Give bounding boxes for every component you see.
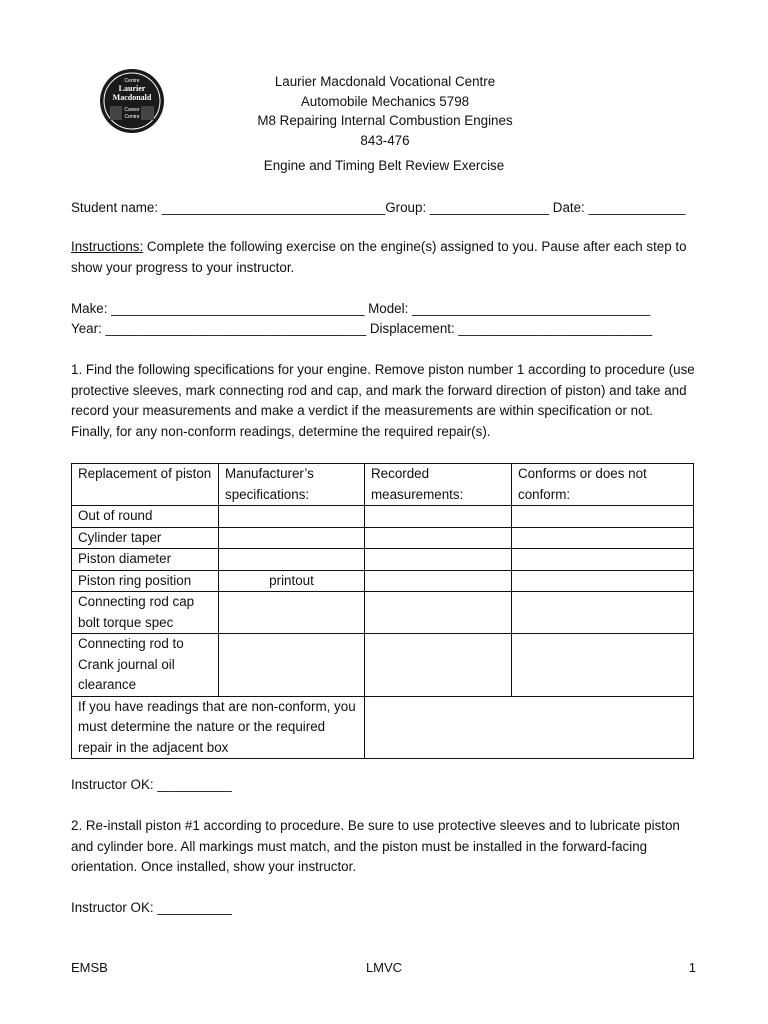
logo-text: Macdonald (112, 93, 152, 102)
document-header (250, 72, 520, 150)
table-row (72, 570, 694, 592)
table-cell: printout (219, 570, 365, 592)
module-name: M8 Repairing Internal Combustion Engines 843-476 (257, 113, 513, 148)
table-cell (512, 549, 694, 571)
table-row (72, 592, 694, 634)
table-cell (365, 549, 512, 571)
table-cell (512, 506, 694, 528)
logo-text: Centre (124, 114, 140, 120)
school-logo (99, 68, 165, 134)
instructor-ok-2: Instructor OK: __________ (71, 900, 232, 915)
step-2-paragraph: 2. Re-install piston #1 according to procedure. Be sure to use protective sleeves and to lubricate piston and cylinder bore. All markings must match, and the piston must be installed in the forward-facing orientation. Once installed, show your instructor. (71, 818, 680, 874)
page-number: 1 (688, 960, 696, 975)
table-cell (219, 549, 365, 571)
table-cell (512, 527, 694, 549)
table-header-row (72, 464, 694, 506)
exercise-title: Engine and Timing Belt Review Exercise (263, 158, 505, 173)
table-cell (219, 506, 365, 528)
table-cell (365, 592, 512, 634)
footer-center: LMVC (365, 960, 403, 975)
table-row-nonconform (72, 696, 694, 759)
table-header-cell: Replacement of piston (72, 464, 219, 506)
table-row (72, 527, 694, 549)
instructor-ok-1: Instructor OK: __________ (71, 777, 232, 792)
nonconform-instruction-cell: If you have readings that are non-conform, you must determine the nature or the required repair in the adjacent box (72, 696, 365, 759)
step-1-paragraph: 1. Find the following specifications for your engine. Remove piston number 1 according to procedure (use protective sleeves, mark connecting rod and cap, and mark the forward direction of piston) and take and record your measurements and make a verdict if the measurements are within specification or not. Finally, for any non-conform readings, determine the required repair(s). (71, 362, 695, 439)
table-cell: Piston ring position (72, 570, 219, 592)
make-model-line: Make: __________________________________ Model: ________________________________ (71, 301, 651, 316)
table-cell: Connecting rod to Crank journal oil clearance (72, 634, 219, 697)
table-cell: Out of round (72, 506, 219, 528)
school-name: Laurier Macdonald Vocational Centre (274, 74, 496, 89)
table-cell: Connecting rod cap bolt torque spec (72, 592, 219, 634)
table-header-cell: Recorded measurements: (365, 464, 512, 506)
table-header-cell: Manufacturer’s specifications: (219, 464, 365, 506)
table-cell (219, 592, 365, 634)
table-cell (512, 592, 694, 634)
table-cell (512, 634, 694, 697)
table-cell (365, 506, 512, 528)
student-info-line: Student name: ______________________________Group: ________________ Date: _____________ (71, 200, 686, 215)
instructions-paragraph (71, 237, 695, 278)
spec-table (71, 463, 694, 759)
table-header-cell: Conforms or does not conform: (512, 464, 694, 506)
table-cell (365, 527, 512, 549)
table-row (72, 549, 694, 571)
table-row (72, 506, 694, 528)
table-cell: Piston diameter (72, 549, 219, 571)
table-cell (512, 570, 694, 592)
logo-text: Career (124, 107, 140, 113)
table-cell (365, 634, 512, 697)
table-cell: Cylinder taper (72, 527, 219, 549)
logo-text: Laurier (118, 84, 146, 93)
footer-left: EMSB (71, 960, 108, 975)
instructions-label: Instructions: (71, 239, 144, 254)
table-cell (219, 634, 365, 697)
repair-notes-cell (365, 696, 694, 759)
program-name: Automobile Mechanics 5798 (300, 93, 470, 109)
instructions-text: Complete the following exercise on the engine(s) assigned to you. Pause after each step to show your progress to your instructor. (71, 239, 687, 275)
logo-text: Centre (124, 78, 140, 84)
table-cell (219, 527, 365, 549)
table-cell (365, 570, 512, 592)
year-displacement-line: Year: ___________________________________ Displacement: __________________________ (71, 321, 653, 336)
table-row (72, 634, 694, 697)
